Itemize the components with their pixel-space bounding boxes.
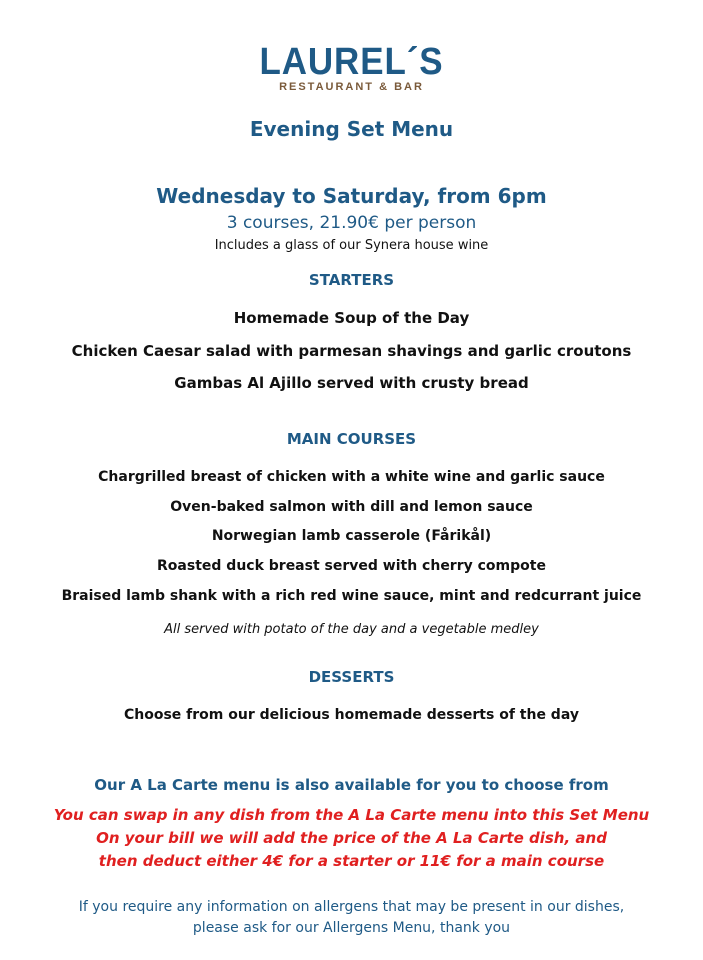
allergens-info-line: please ask for our Allergens Menu, thank you [192, 920, 511, 936]
swap-info-line: then deduct either 4€ for a starter or 11€ for a main course [98, 852, 605, 870]
brand-logo-name: LAUREL´S [259, 41, 444, 83]
swap-info-line: You can swap in any dish from the A La Carte menu into this Set Menu [53, 806, 650, 824]
menu-days: Wednesday to Saturday, from 6pm [156, 184, 547, 208]
menu-price: 3 courses, 21.90€ per person [226, 213, 477, 233]
menu-wine-note: Includes a glass of our Synera house wine [214, 238, 489, 253]
starter-item: Chicken Caesar salad with parmesan shavings and garlic croutons [71, 342, 632, 360]
starter-item: Gambas Al Ajillo served with crusty bread [174, 374, 529, 392]
allergens-info-line: If you require any information on allergens that may be present in our dishes, [78, 899, 625, 915]
main-item: Roasted duck breast served with cherry compote [157, 558, 546, 574]
main-item: Chargrilled breast of chicken with a white wine and garlic sauce [98, 469, 605, 485]
section-heading-desserts: DESSERTS [308, 668, 395, 686]
a-la-carte-heading: Our A La Carte menu is also available for you to choose from [94, 776, 609, 794]
starter-item: Homemade Soup of the Day [233, 309, 470, 327]
main-item: Braised lamb shank with a rich red wine sauce, mint and redcurrant juice [61, 588, 642, 604]
main-item: Oven-baked salmon with dill and lemon sauce [170, 499, 533, 515]
section-heading-starters: STARTERS [308, 271, 395, 289]
menu-title: Evening Set Menu [249, 117, 454, 141]
dessert-item: Choose from our delicious homemade desserts of the day [124, 707, 579, 723]
main-item: Norwegian lamb casserole (Fårikål) [211, 528, 492, 544]
mains-note: All served with potato of the day and a vegetable medley [164, 622, 539, 637]
brand-logo-subtitle: RESTAURANT & BAR [279, 81, 424, 93]
swap-info-line: On your bill we will add the price of the A La Carte dish, and [96, 829, 607, 847]
section-heading-mains: MAIN COURSES [286, 430, 417, 448]
